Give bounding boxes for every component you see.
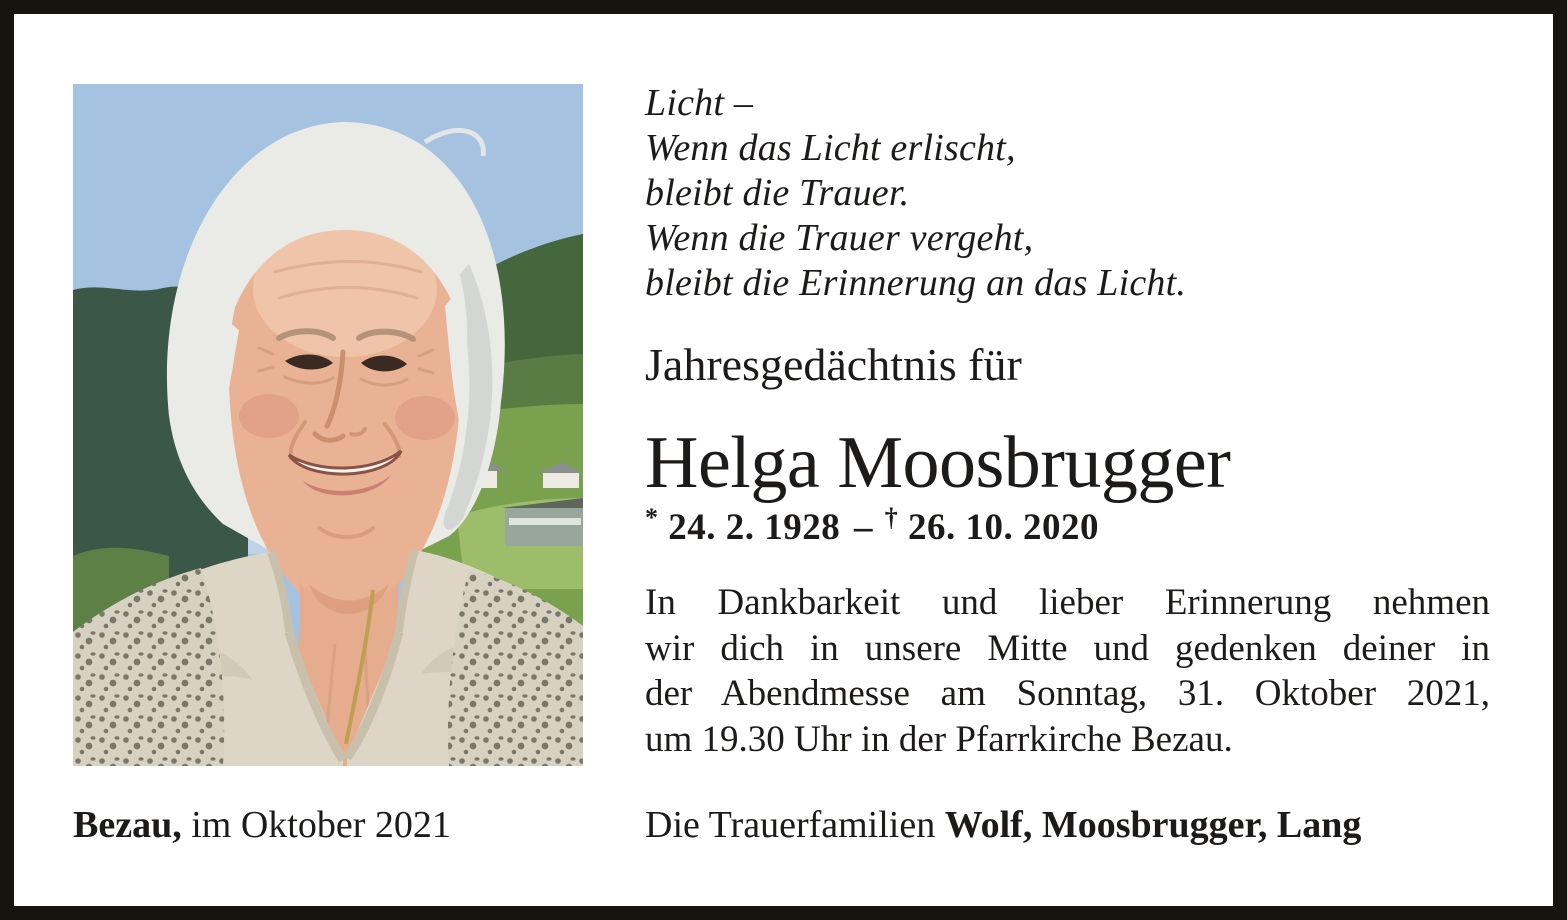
memorial-poem	[645, 81, 1186, 306]
cheek-blush-right	[395, 396, 455, 440]
death-sign: †	[884, 503, 899, 532]
cheek-blush-left	[239, 394, 299, 438]
announcement-line: In Dankbarkeit und lieber Erinnerung nehmen	[645, 582, 1490, 623]
announcement-text	[645, 580, 1490, 762]
birth-sign: *	[645, 503, 659, 532]
place-name: Bezau,	[73, 804, 182, 846]
portrait-photo	[73, 84, 583, 766]
announcement-line: der Abendmesse am Sonntag, 31. Oktober 2021,	[645, 673, 1490, 714]
birth-date: 24. 2. 1928	[668, 507, 841, 548]
announcement-line: wir dich in unsere Mitte und gedenken deiner in	[645, 627, 1490, 669]
building-windows	[509, 518, 581, 525]
place-date: im Oktober 2021	[191, 804, 451, 846]
death-date: 26. 10. 2020	[908, 507, 1099, 548]
deceased-name: Helga Moosbrugger	[645, 422, 1231, 504]
life-dates	[645, 503, 1099, 549]
family-prefix: Die Trauerfamilien	[645, 804, 936, 846]
announcement-line: um 19.30 Uhr in der Pfarrkirche Bezau.	[645, 718, 1233, 760]
poem-line: bleibt die Erinnerung an das Licht.	[645, 262, 1187, 304]
house-wall	[543, 472, 579, 488]
large-building	[505, 508, 583, 546]
poem-line: Wenn das Licht erlischt,	[645, 127, 1016, 169]
dates-separator: –	[854, 507, 873, 548]
poem-line: Wenn die Trauer vergeht,	[645, 217, 1034, 259]
place-date-line	[73, 803, 451, 847]
intro-line: Jahresgedächtnis für	[645, 339, 1022, 390]
poem-line: bleibt die Trauer.	[645, 172, 910, 214]
family-line	[645, 803, 1361, 847]
family-names: Wolf, Moosbrugger, Lang	[944, 804, 1362, 846]
poem-line: Licht –	[645, 82, 754, 124]
portrait-illustration	[73, 84, 583, 766]
